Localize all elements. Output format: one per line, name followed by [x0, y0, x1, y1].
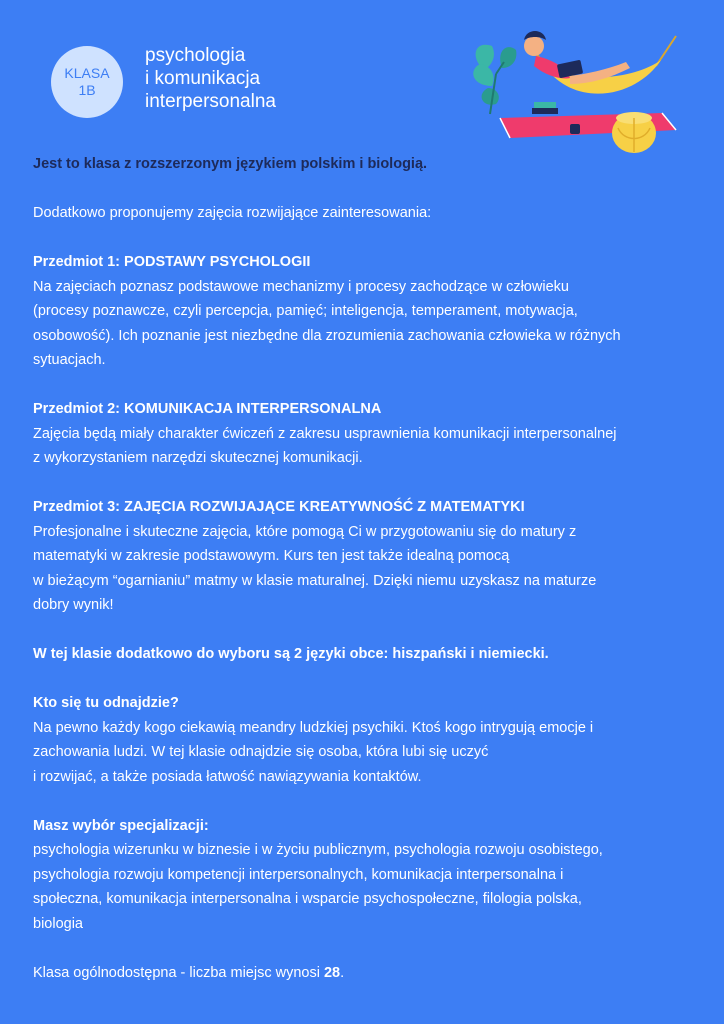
text-line: społeczna, komunikacja interpersonalna i wsparcie psychospołeczne, filologia polska, — [33, 891, 582, 907]
pouf-icon — [612, 112, 656, 153]
header — [0, 0, 724, 160]
text-line: dobry wynik! — [33, 597, 114, 613]
text-line: Profesjonalne i skuteczne zajęcia, które pomogą Ci w przygotowaniu się do matury z — [33, 523, 577, 540]
seats-text: Klasa ogólnodostępna - liczba miejsc wynosi — [33, 964, 324, 981]
title-line: interpersonalna — [145, 91, 276, 112]
text-line: z wykorzystaniem narzędzi skutecznej komunikacji. — [33, 450, 363, 466]
languages-text: W tej klasie dodatkowo do wyboru są 2 języki obce: hiszpański i niemiecki. — [33, 646, 549, 662]
text-line: psychologia rozwoju kompetencji interpersonalnych, komunikacja interpersonalna i — [33, 866, 564, 883]
subject-description — [33, 275, 703, 373]
title-line: psychologia — [145, 45, 246, 66]
seats-info — [33, 961, 703, 986]
text-line: w bieżącym “ogarnianiu” matmy w klasie maturalnej. Dzięki niemu uzyskasz na maturze — [33, 572, 597, 589]
text-line: Zajęcia będą miały charakter ćwiczeń z zakresu usprawnienia komunikacji interpersonalnej — [33, 425, 617, 442]
specializations-list — [33, 838, 703, 936]
subject-description — [33, 520, 703, 618]
text-line: osobowość). Ich poznanie jest niezbędne dla zrozumienia zachowania człowieka w różnych — [33, 327, 621, 344]
text-line: biologia — [33, 915, 83, 932]
text-line: i rozwijać, a także posiada łatwość nawiązywania kontaktów. — [33, 768, 422, 785]
text-line: Na zajęciach poznasz podstawowe mechanizmy i procesy zachodzące w człowieku — [33, 278, 569, 295]
class-badge — [51, 46, 123, 118]
who-heading: Kto się tu odnajdzie? — [33, 695, 179, 711]
badge-class-code: 1B — [78, 82, 96, 98]
text-line: matematyki w zakresie podstawowym. Kurs ten jest także idealną pomocą — [33, 548, 510, 564]
seats-number: 28 — [323, 964, 341, 981]
hammock-illustration — [466, 18, 692, 156]
specializations-heading: Masz wybór specjalizacji: — [33, 817, 209, 834]
text-line: (procesy poznawcze, czyli percepcja, pamięć; inteligencja, temperament, motywacja, — [33, 303, 578, 319]
text-line: psychologia wizerunku w biznesie i w życiu publicznym, psychologia rozwoju osobistego, — [33, 842, 603, 858]
class-title — [145, 44, 276, 113]
class-description — [33, 152, 703, 985]
text-line: Na pewno każdy kogo ciekawią meandry ludzkiej psychiki. Ktoś kogo intrygują emocje i — [33, 719, 594, 736]
text-line: zachowania ludzi. W tej klasie odnajdzie się osoba, która lubi się uczyć — [33, 744, 489, 760]
subject-heading: Przedmiot 1: PODSTAWY PSYCHOLOGII — [33, 254, 311, 270]
subject-heading: Przedmiot 3: ZAJĘCIA ROZWIJAJĄCE KREATYWNOŚĆ Z MATEMATYKI — [33, 499, 525, 515]
badge-label: KLASA — [64, 65, 110, 81]
title-line: i komunikacja — [145, 68, 261, 89]
plant-icon — [473, 45, 516, 114]
lead-text: Jest to klasa z rozszerzonym językiem polskim i biologią. — [33, 156, 428, 172]
who-description — [33, 716, 703, 790]
text-line: sytuacjach. — [33, 352, 106, 368]
subject-description — [33, 422, 703, 471]
subject-heading: Przedmiot 2: KOMUNIKACJA INTERPERSONALNA — [33, 401, 382, 417]
seats-suffix: . — [340, 964, 345, 981]
extra-activities-text: Dodatkowo proponujemy zajęcia rozwijające zainteresowania: — [33, 205, 432, 221]
